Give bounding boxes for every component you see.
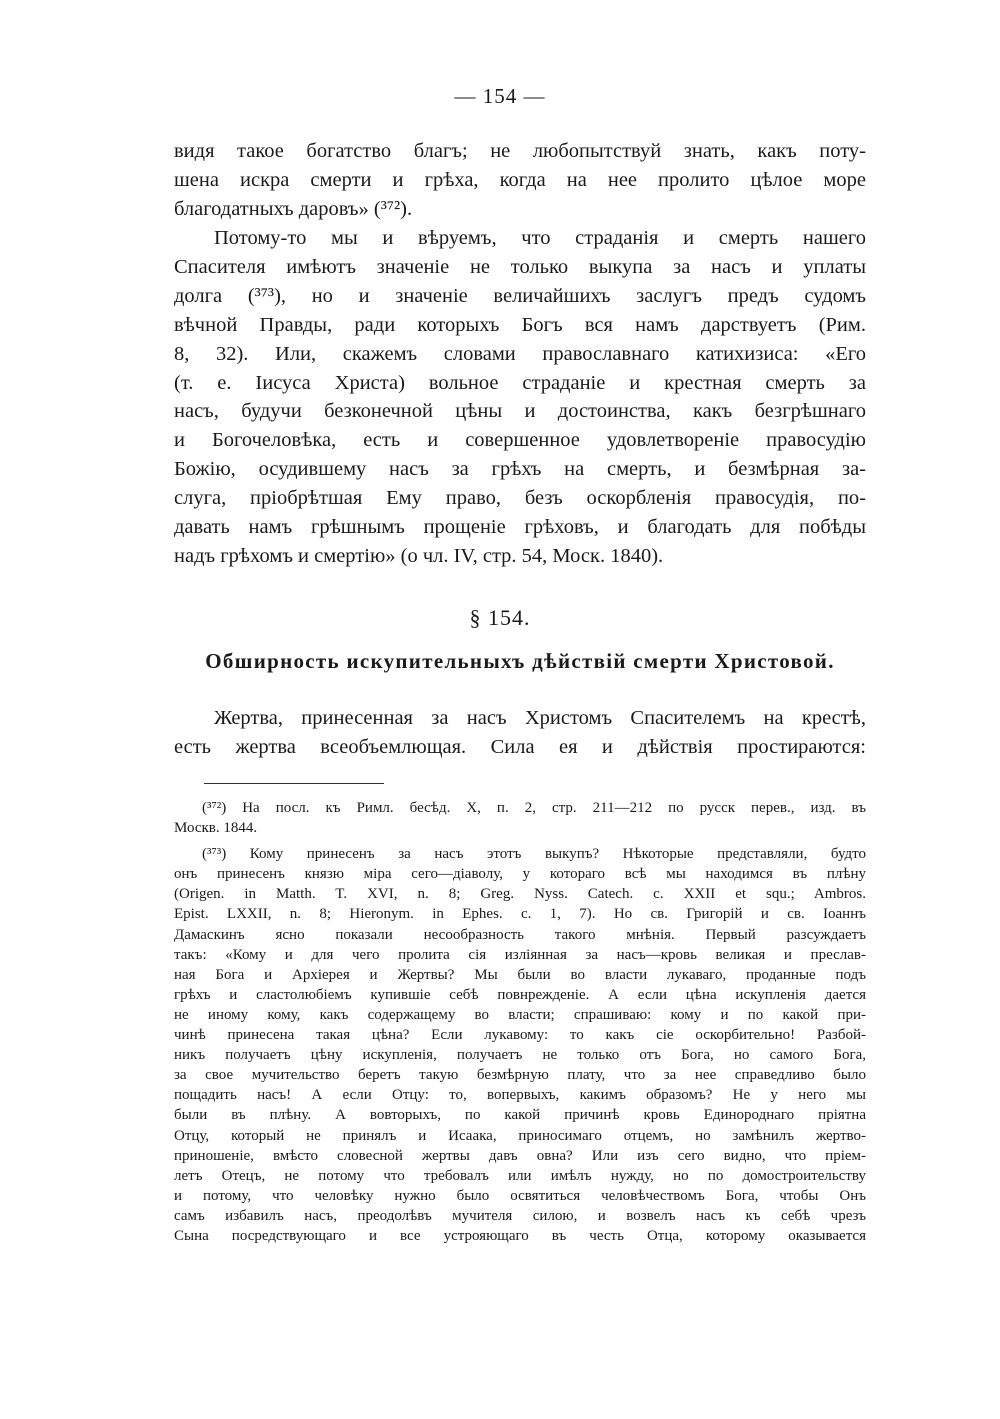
- text-line: Спасителя имѣютъ значеніе не только выкупа за насъ и уплаты: [174, 255, 866, 278]
- footnote-line: Сына посредствующаго и все устрояющаго въ честь Отца, которому оказывается: [174, 1227, 866, 1244]
- text-line: и Богочеловѣка, есть и совершенное удовлетвореніе правосудію: [174, 429, 866, 452]
- footnote-line: и потому, что человѣку нужно было освятиться человѣчествомъ Бога, чтобы Онъ: [174, 1187, 866, 1204]
- footnote-line: летъ Отецъ, не потому что требовалъ или имѣлъ нужду, но по домостроительству: [174, 1167, 866, 1184]
- page-number: — 154 —: [454, 84, 546, 108]
- text-line: Божію, осудившему насъ за грѣхъ на смерть, и безмѣрная за-: [174, 458, 866, 481]
- text-line: благодатныхъ даровъ» (³⁷²).: [174, 197, 413, 220]
- footnote-line: были въ плѣну. А вовторыхъ, по какой причинѣ кровь Единороднаго пріятна: [174, 1107, 866, 1124]
- footnote-line: такъ: «Кому и для чего пролита сія изліянная за насъ—кровь великая и преслав-: [174, 946, 866, 963]
- footnote-line: не иному кому, какъ содержащему во власти; спрашиваю: кому и по какой при-: [174, 1006, 866, 1023]
- footnote-line: за свое мучительство беретъ такую безмѣрную плату, что за нее справедливо было: [174, 1067, 866, 1084]
- footnote-line: Москв. 1844.: [174, 820, 258, 837]
- footnote-divider: [204, 783, 384, 784]
- text-line: (т. е. Іисуса Христа) вольное страданіе и крестная смерть за: [174, 371, 866, 394]
- text-line: насъ, будучи безконечной цѣны и достоинства, какъ безгрѣшнаго: [174, 400, 866, 423]
- text-line: долга (³⁷³), но и значеніе величайшихъ заслугъ предъ судомъ: [174, 284, 866, 307]
- text-line: вѣчной Правды, ради которыхъ Богъ вся намъ дарствуетъ (Рим.: [174, 313, 866, 336]
- footnotes: [174, 798, 866, 1246]
- footnote-line: Отцу, который не принялъ и Исаака, приносимаго отцемъ, но замѣнилъ жертво-: [174, 1127, 866, 1144]
- footnote-line: Дамаскинъ ясно показали несообразность такого мнѣнія. Первый разсуждаетъ: [174, 926, 866, 943]
- text-line: шена искра смерти и грѣха, когда на нее пролито цѣлое море: [174, 168, 866, 191]
- paragraph-sacrifice: [174, 704, 866, 762]
- section-number: § 154.: [469, 605, 531, 630]
- paragraph-redemption: [174, 224, 866, 571]
- footnote-line: самъ избавилъ насъ, преодолѣвъ мучителя силою, и возвелъ насъ къ себѣ чрезъ: [174, 1207, 866, 1224]
- paragraph-continuation: [174, 137, 866, 224]
- text-line: видя такое богатство благъ; не любопытствуй знать, какъ поту-: [174, 140, 866, 162]
- footnote-line: чинѣ принесена такая цѣна? Если лукавому: то какъ сіе оскорбительно! Разбой-: [174, 1027, 866, 1044]
- footnote-line: онъ принесенъ князю міра сего—діаволу, у котораго всѣ мы находимся въ плѣну: [174, 866, 866, 883]
- footnote-line: грѣхъ и сластолюбіемъ купившіе себѣ повнрежденіе. А если цѣна искупленія дается: [174, 986, 866, 1003]
- footnote-line: ная Бога и Архіерея и Жертвы? Мы были во власти лукаваго, проданные подъ: [174, 966, 866, 983]
- footnote-line: никъ получаетъ цѣну искупленія, получаетъ не только отъ Бога, но самого Бога,: [174, 1047, 866, 1064]
- text-line: надъ грѣхомъ и смертію» (о чл. IV, стр. 54, Моск. 1840).: [174, 544, 664, 567]
- text-line: есть жертва всеобъемлющая. Сила ея и дѣйствія простираются:: [174, 735, 866, 758]
- footnote-line: приношеніе, вмѣсто словесной жертвы давъ овна? Или изъ сего видно, что пріем-: [174, 1147, 866, 1164]
- footnote-line: (Origen. in Matth. T. XVI, n. 8; Greg. Nyss. Catech. c. XXII et squ.; Ambros.: [174, 886, 866, 903]
- footnote-line: (³⁷²) На посл. къ Римл. бесѣд. X, п. 2, стр. 211—212 по русск перев., изд. въ: [202, 800, 866, 816]
- text-line: Потому-то мы и вѣруемъ, что страданія и смерть нашего: [214, 227, 866, 249]
- footnote-373: [174, 844, 866, 1246]
- footnote-line: (³⁷³) Кому принесенъ за насъ этотъ выкупъ? Нѣкоторые представляли, будто: [202, 846, 866, 863]
- footnote-line: пощадить насъ! А если Отцу: то, вопервыхъ, какимъ образомъ? Не у него мы: [174, 1087, 866, 1104]
- footnote-line: Epist. LXXII, n. 8; Hieronym. in Ephes. c. 1, 7). Но св. Григорій и св. Іоаннъ: [174, 906, 866, 923]
- text-line: Жертва, принесенная за насъ Христомъ Спасителемъ на крестѣ,: [214, 707, 866, 729]
- text-line: слуга, пріобрѣтшая Ему право, безъ оскорбленія правосудія, по-: [174, 487, 866, 510]
- text-line: 8, 32). Или, скажемъ словами православнаго катихизиса: «Его: [174, 342, 866, 365]
- section-title: Обширность искупительныхъ дѣйствій смерти Христовой.: [205, 649, 835, 673]
- text-line: давать намъ грѣшнымъ прощеніе грѣховъ, и благодать для побѣды: [174, 516, 866, 539]
- footnote-372: [174, 798, 866, 838]
